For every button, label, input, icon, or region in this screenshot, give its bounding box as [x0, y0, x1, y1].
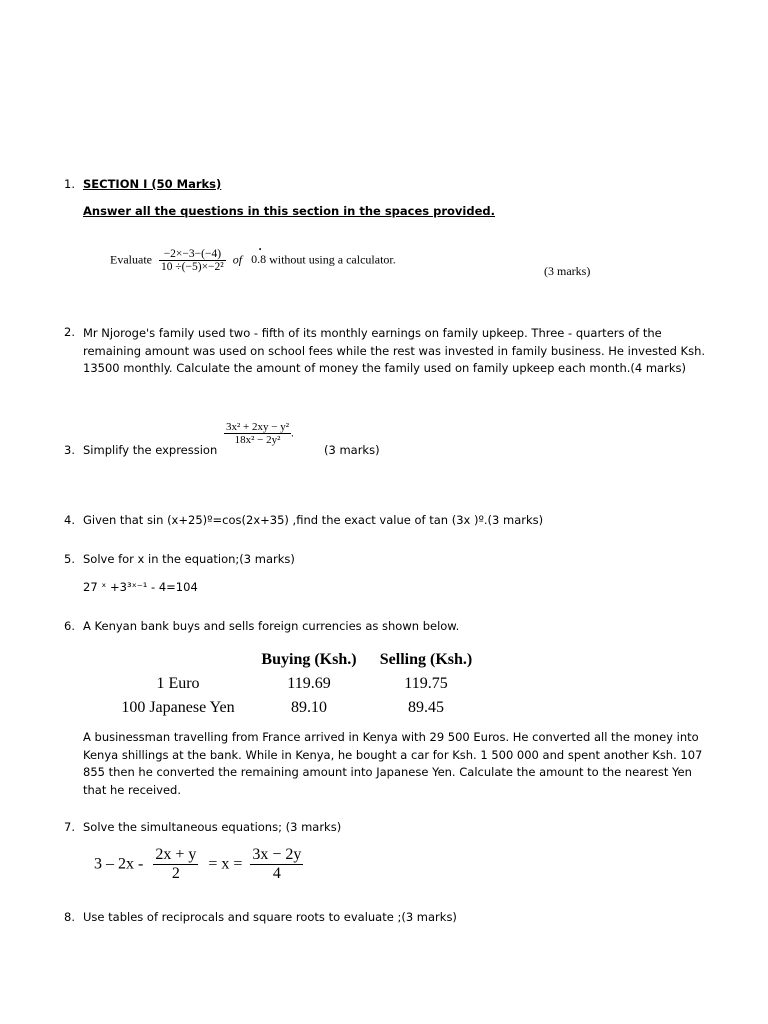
- question-1: [110, 242, 396, 273]
- question-6-paragraph: A businessman travelling from France arrived in Kenya with 29 500 Euros. He converted all the money into Kenya shillings at the bank. While in Kenya, he bought a car for Ksh. 1 500 000 and spent another Ksh. 107 855 then he converted the remaining amount into Japanese Yen. Calculate the amount to the nearest Yen that he received.: [83, 730, 703, 797]
- question-5-text: Solve for x in the equation;(3 marks): [83, 552, 295, 566]
- question-8-text: Use tables of reciprocals and square roots to evaluate ;(3 marks): [83, 910, 457, 924]
- question-2-text: Mr Njoroge's family used two - fifth of its monthly earnings on family upkeep. Three - quarters of the remaining amount was used on school fees while the rest was invested in family business. He invested Ksh. 13500 monthly. Calculate the amount of money the family used on family upkeep each month.(4 marks): [83, 326, 706, 375]
- question-4-text: Given that sin (x+25)º=cos(2x+35) ,find the exact value of tan (3x )º.(3 marks): [83, 513, 544, 527]
- table-header: Selling (Ksh.): [379, 651, 473, 668]
- question-6-text: A Kenyan bank buys and sells foreign currencies as shown below.: [83, 619, 460, 633]
- q1-numerator: −2×−3−(−4): [159, 248, 226, 261]
- q1-denominator: 10 ÷(−5)×−2²: [160, 261, 224, 273]
- q7-equation: [94, 846, 303, 883]
- q7-fraction-2: $\frac{3x - 2y}{4}$: [252, 846, 302, 882]
- q7-lhs-start: 3 – 2x -: [94, 855, 144, 873]
- item-number-1: 1.: [64, 177, 75, 191]
- item-number-8: 8.: [64, 910, 75, 924]
- q1-fraction: [159, 248, 226, 273]
- currency-table: [104, 648, 486, 720]
- question-7-text: Solve the simultaneous equations; (3 marks): [83, 820, 342, 834]
- table-row: [104, 696, 486, 720]
- table-cell: 1 Euro: [156, 675, 200, 692]
- table-row: [104, 672, 486, 696]
- q3-marks: (3 marks): [324, 443, 380, 457]
- q1-instruction-tail: without using a calculator.: [269, 252, 396, 267]
- item-number-3: 3.: [64, 443, 75, 457]
- table-header: [104, 648, 252, 672]
- q5-equation: 27 ˣ +3³ˣ⁻¹ - 4=104: [83, 580, 198, 594]
- q3-fraction: $\frac{\text{3x² + 2xy − y²}}{\text{18x² − 2y²}}$ .: [226, 421, 294, 446]
- q1-recurring-value: · 0.8: [251, 242, 267, 267]
- item-number-2: 2.: [64, 325, 75, 339]
- item-number-5: 5.: [64, 552, 75, 566]
- table-cell: 100 Japanese Yen: [121, 699, 235, 716]
- table-cell: 119.75: [404, 675, 448, 692]
- item-number-7: 7.: [64, 820, 75, 834]
- q1-evaluate-label: Evaluate: [110, 252, 152, 267]
- q3-numerator: 3x² + 2xy − y²: [226, 421, 290, 433]
- question-3-text: Simplify the expression: [83, 443, 218, 457]
- section-title: SECTION I (50 Marks): [83, 177, 222, 191]
- section-instruction: Answer all the questions in this section in the spaces provided.: [83, 204, 496, 218]
- q7-fraction-1: $\frac{2x + y}{2}$: [155, 846, 197, 882]
- recurring-dot-icon: ·: [258, 242, 263, 257]
- q1-marks: (3 marks): [544, 264, 591, 278]
- q3-denominator: 18x² − 2y²: [234, 434, 281, 446]
- table-header-row: [104, 648, 486, 672]
- q7-equals: = x =: [208, 855, 243, 873]
- item-number-4: 4.: [64, 513, 75, 527]
- table-cell: 89.10: [291, 699, 327, 716]
- q1-of-label: of: [232, 252, 243, 267]
- item-number-6: 6.: [64, 619, 75, 633]
- table-cell: 119.69: [287, 675, 331, 692]
- table-header: Buying (Ksh.): [261, 651, 357, 668]
- table-cell: 89.45: [408, 699, 444, 716]
